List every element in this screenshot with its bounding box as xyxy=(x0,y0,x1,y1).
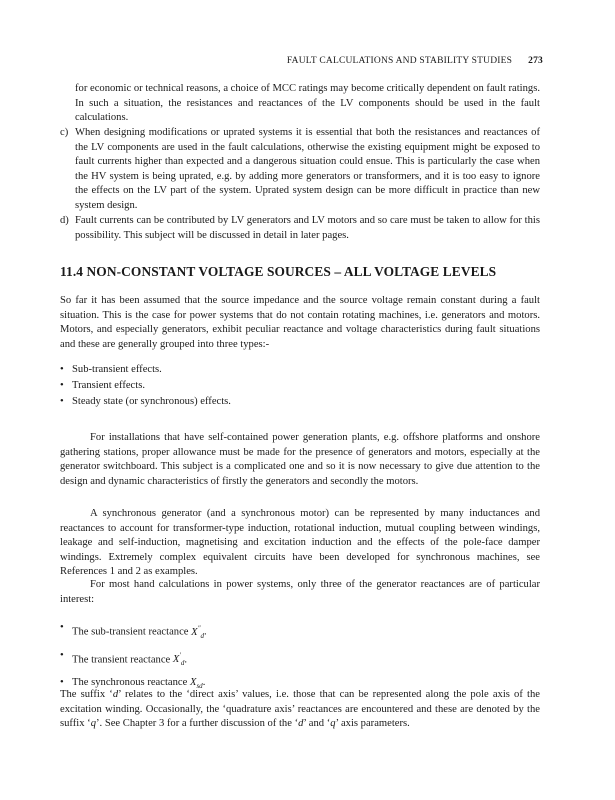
body-paragraph: For installations that have self-contained power generation plants, e.g. offshore platforms and onshore gathering stations, proper allowance must be made for the presence of generators and motors, especially at the generator switchboard. This subject is a complicated one and so it is now necessary to give due attention to the design and dynamic characteristics of firstly the generators and secondly the motors. xyxy=(60,432,540,487)
bullet-icon: • xyxy=(60,622,64,633)
continuation-paragraph: for economic or technical reasons, a choice of MCC ratings may become critically dependent on fault ratings. In such a situation, the resistances and reactances of the LV components should be used in the fault calculations. xyxy=(75,83,540,124)
list-item: • Steady state (or synchronous) effects. xyxy=(60,394,540,410)
running-title: FAULT CALCULATIONS AND STABILITY STUDIES xyxy=(286,56,513,66)
bullet-icon: • xyxy=(60,677,64,689)
list-item: • The synchronous reactance $X_{sd}$. xyxy=(60,673,540,696)
list-item: • The sub-transient reactance $X''_d$. xyxy=(60,618,540,646)
bullet-icon: • xyxy=(60,380,64,391)
reactance-symbol: $X_{sd}$ xyxy=(189,677,203,691)
page-number: 273 xyxy=(528,56,543,66)
bullet-icon: • xyxy=(60,649,64,661)
section-heading: 11.4 NON-CONSTANT VOLTAGE SOURCES – ALL VOLTAGE LEVELS xyxy=(60,264,497,279)
intro-paragraph: So far it has been assumed that the source impedance and the source voltage remain constant during a fault situation. This is the case for power systems that do not contain rotating machines, i.e. generators and motors. Motors, and especially generators, exhibit peculiar reactance and voltage characteristics during fault situations and these are generally grouped into three types:- xyxy=(60,295,540,350)
bullet-icon: • xyxy=(60,396,64,407)
body-paragraph: A synchronous generator (and a synchronous motor) can be represented by many inductances and reactances to account for transformer-type induction, rotational induction, mutual coupling between windings, leakage and self-induction, magnetising and excitation induction and the effects of the pole-face damper windings. Extremely complex equivalent circuits have been developed for synchronous machines, see References 1 and 2 as examples. xyxy=(60,508,540,578)
closing-paragraph: The suffix ‘d’ relates to the ‘direct axis’ values, i.e. those that can be represented along the pole axis of the excitation winding. Occasionally, the ‘quadrature axis’ reactances are encountered and these are denoted by the suffix ‘q’. See Chapter 3 for a further discussion of the ‘d’ and ‘q’ axis parameters. xyxy=(60,689,540,730)
reactance-symbol: $X''_d$ xyxy=(191,624,205,640)
body-paragraph: For most hand calculations in power systems, only three of the generator reactances are of particular interest: xyxy=(60,579,540,605)
list-item: • Sub-transient effects. xyxy=(60,362,540,378)
list-item: • Transient effects. xyxy=(60,378,540,394)
reactance-symbol: $X'_d$ xyxy=(172,651,185,668)
effect-types-list xyxy=(60,362,540,410)
list-item-text: When designing modifications or uprated systems it is essential that both the resistances and reactances of the LV components are used in the fault calculations, otherwise the existing equipment might be exposed to fault currents higher than expected and a dangerous situation could ensue. This is particularly the case when the HV system is being uprated, e.g. by adding more generators or transformers, and it is too easy to ignore the effects on the LV part of the system. Uprated system design can be more difficult in practice than new system design. xyxy=(75,127,540,211)
list-item-label: d) xyxy=(60,215,69,226)
list-item-d xyxy=(60,214,540,243)
reactance-list xyxy=(60,618,540,696)
list-item: • The transient reactance $X'_d$. xyxy=(60,646,540,674)
list-item-label: c) xyxy=(60,127,69,138)
running-header xyxy=(60,56,543,70)
bullet-icon: • xyxy=(60,364,64,375)
list-item-text: Fault currents can be contributed by LV generators and LV motors and so care must be taken to allow for this possibility. This subject will be discussed in detail in later pages. xyxy=(75,215,540,241)
list-item-c xyxy=(60,126,540,214)
